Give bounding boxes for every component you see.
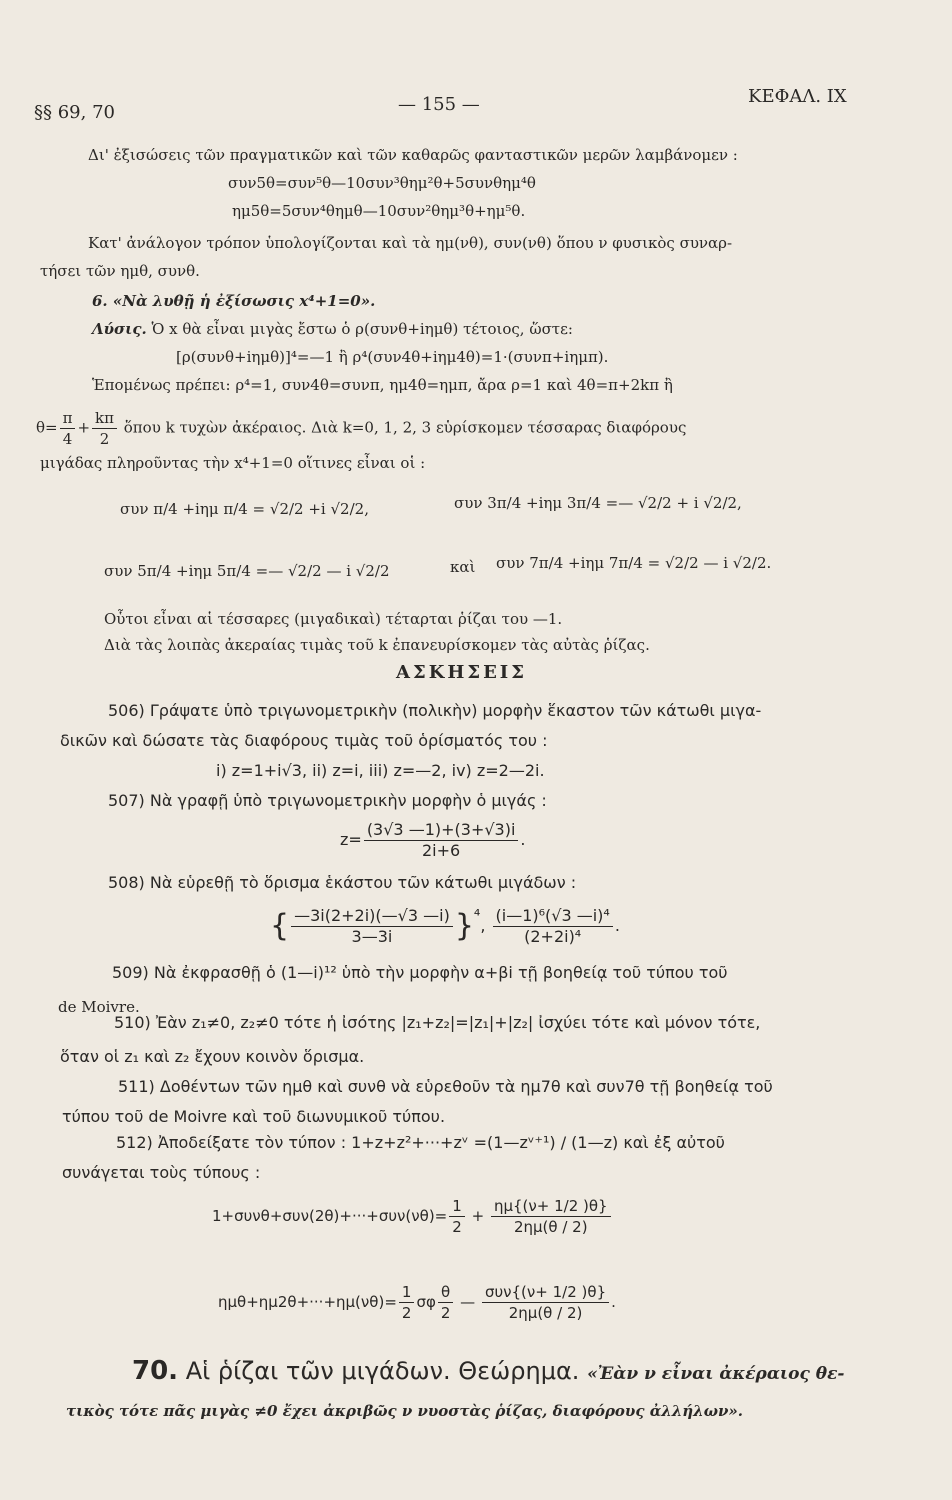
fraction: $\frac{(3√3 —1)+(3+√3)i}{2i+6}$ (364, 820, 519, 861)
text-line: Διὰ τὰς λοιπὰς ἀκεραίας τιμὰς τοῦ k ἐπανευρίσκομεν τὰς αὐτὰς ῥίζας. (104, 636, 650, 654)
exercise-510: 510) Ἐὰν z₁≠0, z₂≠0 τότε ἡ ἰσότης |z₁+z₂|=|z₁|+|z₂| ἰσχύει τότε καὶ μόνον τότε, (114, 1013, 761, 1032)
solution-text: Ὁ x θὰ εἶναι μιγὰς ἔστω ὁ ρ(συνθ+iημθ) τέτοιος, ὥστε: (151, 320, 573, 338)
exercise-512-cont: συνάγεται τοὺς τύπους : (62, 1163, 261, 1182)
page-number: — 155 — (398, 94, 480, 115)
fraction: $\frac{\pi}{4}$ (60, 408, 76, 449)
formula-cos-sum: 1+συνθ+συν(2θ)+···+συν(νθ)= $\frac{1}{2}$ + $\frac{\eta\mu\{(\nu+ 1/2 )\theta\}}{2\eta\mu(\theta / 2)}$ (212, 1196, 613, 1237)
fraction: $\frac{1}{2}$ (449, 1196, 465, 1237)
connector-and: καὶ (450, 558, 476, 576)
exercise-508: 508) Νὰ εὑρεθῇ τὸ ὅρισμα ἑκάστου τῶν κάτωθι μιγάδων : (108, 873, 577, 892)
equation-power: [ρ(συνθ+iημθ)]⁴=—1 ἢ ρ⁴(συν4θ+iημ4θ)=1·(συνπ+iημπ). (176, 348, 609, 366)
exercise-509: 509) Νὰ ἐκφρασθῇ ὁ (1—i)¹² ὑπὸ τὴν μορφὴν α+βi τῇ βοηθείᾳ τοῦ τύπου τοῦ (112, 963, 728, 982)
theta-rest: ὅπου k τυχὼν ἀκέραιος. Διὰ k=0, 1, 2, 3 εὑρίσκομεν τέσσαρας διαφόρους (123, 418, 687, 437)
exercise-506-cont: δικῶν καὶ δώσατε τὰς διαφόρους τιμὰς τοῦ ὁρίσματός του : (60, 731, 548, 750)
intro-line: Δι' ἐξισώσεις τῶν πραγματικῶν καὶ τῶν καθαρῶς φανταστικῶν μερῶν λαμβάνομεν : (88, 146, 738, 164)
exercise-510-cont: ὅταν οἱ z₁ καὶ z₂ ἔχουν κοινὸν ὅρισμα. (60, 1047, 365, 1066)
equation-cos5: συν5θ=συν⁵θ—10συν³θημ²θ+5συνθημ⁴θ (228, 174, 536, 192)
fraction: $\frac{1}{2}$ (399, 1282, 415, 1323)
section-number: 70. (132, 1356, 179, 1386)
root-4: συν 7π/4 +iημ 7π/4 = √2/2 — i √2/2. (496, 554, 772, 572)
exercise-509-cont: de Moivre. (58, 998, 140, 1016)
exercise-506-items: i) z=1+i√3, ii) z=i, iii) z=—2, iv) z=2—2i. (216, 761, 545, 780)
fraction: $\frac{—3i(2+2i)(—√3 —i)}{3—3i}$ (291, 906, 453, 947)
exercise-507-formula: z= $\frac{(3√3 —1)+(3+√3)i}{2i+6}$ . (340, 820, 526, 860)
theta-lhs: θ= (36, 418, 58, 437)
section-title: Αἱ ῥίζαι τῶν μιγάδων. Θεώρημα. (185, 1357, 580, 1385)
theorem-text: τικὸς τότε πᾶς μιγὰς ≠0 ἔχει ἀκριβῶς ν νυοστὰς ῥίζας, διαφόρους ἀλλήλων». (66, 1402, 743, 1420)
equation-sin5: ημ5θ=5συν⁴θημθ—10συν²θημ³θ+ημ⁵θ. (232, 202, 526, 220)
text-line: Ἑπομένως πρέπει: ρ⁴=1, συν4θ=συνπ, ημ4θ=ημπ, ἄρα ρ=1 καὶ 4θ=π+2kπ ἢ (92, 376, 673, 394)
solution-line (92, 318, 573, 340)
exercise-507: 507) Νὰ γραφῇ ὑπὸ τριγωνομετρικὴν μορφὴν ὁ μιγάς : (108, 791, 547, 810)
intro-line: Κατ' ἀνάλογον τρόπον ὑπολογίζονται καὶ τὰ ημ(νθ), συν(νθ) ὅπου ν φυσικὸς συναρ- (88, 234, 733, 252)
text-line: μιγάδας πληροῦντας τὴν x⁴+1=0 οἵτινες εἶναι οἱ : (40, 454, 426, 472)
fraction: $\frac{\eta\mu\{(\nu+ 1/2 )\theta\}}{2\eta\mu(\theta / 2)}$ (491, 1196, 611, 1237)
root-2: συν 3π/4 +iημ 3π/4 =— √2/2 + i √2/2, (454, 494, 742, 512)
exercise-511: 511) Δοθέντων τῶν ημθ καὶ συνθ νὰ εὑρεθοῦν τὰ ημ7θ καὶ συν7θ τῇ βοηθείᾳ τοῦ (118, 1077, 773, 1096)
formula-sin-sum: ημθ+ημ2θ+···+ημ(νθ)= $\frac{1}{2}$ σφ $\frac{\theta}{2}$ — $\frac{\text{συν\{(ν+ 1/2 )θ\}}}{2\eta\mu(\theta / 2)}$ . (218, 1283, 616, 1322)
text-line: Οὗτοι εἶναι αἱ τέσσαρες (μιγαδικαὶ) τέταρται ῥίζαι του —1. (104, 610, 563, 628)
theta-line: θ= $\frac{\pi}{4}$ + $\frac{k\pi}{2}$ ὅπου k τυχὼν ἀκέραιος. Διὰ k=0, 1, 2, 3 εὑρίσκομεν τέσσαρας διαφόρους (36, 409, 687, 448)
solution-label: Λύσις. (92, 320, 147, 338)
root-1: συν π/4 +iημ π/4 = √2/2 +i √2/2, (120, 500, 369, 518)
exercise-508-formula: { $\frac{—3i(2+2i)(—√3 —i)}{3—3i}$ }⁴, $\frac{\text{(i—1)⁶(√3 —i)⁴}}{\text{(2+2i)⁴}}$ . (270, 906, 620, 946)
fraction: $\frac{\theta}{2}$ (438, 1282, 454, 1323)
root-3: συν 5π/4 +iημ 5π/4 =— √2/2 — i √2/2 (104, 562, 390, 580)
fraction: $\frac{\text{συν\{(ν+ 1/2 )θ\}}}{2\eta\mu(\theta / 2)}$ (482, 1282, 609, 1323)
section-reference: §§ 69, 70 (34, 102, 115, 123)
chapter-label: ΚΕΦΑΛ. IX (748, 86, 847, 107)
fraction: $\frac{k\pi}{2}$ (92, 408, 117, 449)
exercise-512: 512) Ἀποδείξατε τὸν τύπον : 1+z+z²+···+zᵛ =(1—zᵛ⁺¹) / (1—z) καὶ ἐξ αὐτοῦ (116, 1133, 725, 1152)
example-heading: 6. «Νὰ λυθῇ ἡ ἐξίσωσις x⁴+1=0». (92, 292, 376, 310)
exercises-heading: ΑΣΚΗΣΕΙΣ (396, 662, 527, 683)
exercise-506: 506) Γράψατε ὑπὸ τριγωνομετρικὴν (πολικὴν) μορφὴν ἕκαστον τῶν κάτωθι μιγα- (108, 701, 762, 720)
exercise-511-cont: τύπου τοῦ de Moivre καὶ τοῦ διωνυμικοῦ τύπου. (62, 1107, 446, 1126)
intro-line: τήσει τῶν ημθ, συνθ. (40, 262, 200, 280)
section-70-heading (132, 1356, 845, 1389)
theorem-start: «Ἐὰν ν εἶναι ἀκέραιος θε- (587, 1364, 845, 1384)
fraction: $\frac{\text{(i—1)⁶(√3 —i)⁴}}{\text{(2+2i)⁴}}$ (493, 906, 613, 947)
